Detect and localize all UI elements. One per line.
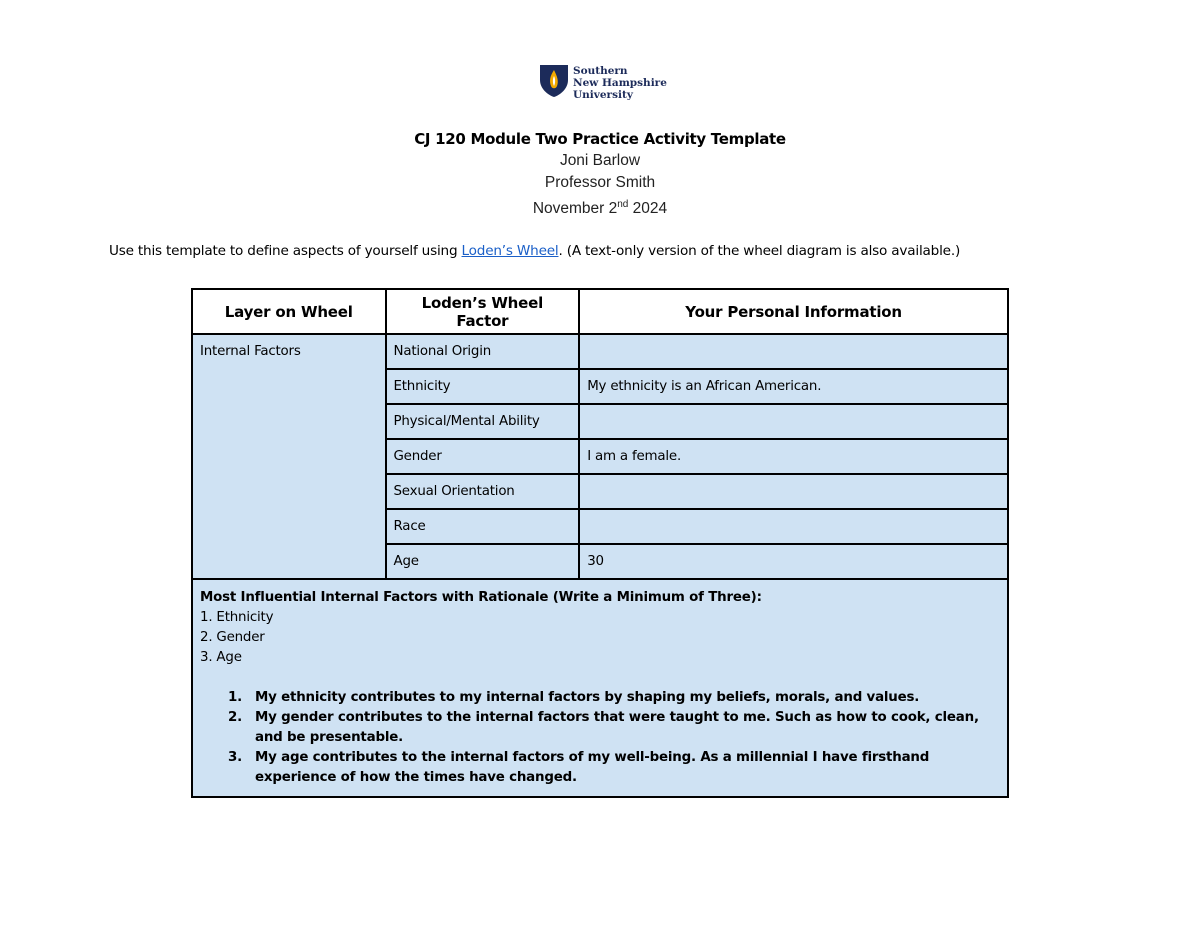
factor-cell[interactable]: Physical/Mental Ability [386,404,580,439]
table-header-row [192,289,1008,334]
title-block [0,128,1200,220]
table-row [192,334,1008,369]
student-name: Joni Barlow [559,152,641,169]
item-text: My ethnicity contributes to my internal factors by shaping my beliefs, morals, and values. [255,690,920,705]
professor-name: Professor Smith [544,174,656,191]
rationale-item [200,748,1000,788]
list-item: 2. Gender [200,630,265,645]
shield-flame-icon [539,64,569,98]
rationale-row [192,579,1008,797]
info-cell[interactable]: My ethnicity is an African American. [579,369,1008,404]
date-prefix: November 2 [532,200,618,218]
factor-cell[interactable]: National Origin [386,334,580,369]
header-layer-on-wheel: Layer on Wheel [192,289,386,334]
lodens-wheel-link[interactable]: Loden’s Wheel [461,243,559,259]
info-cell[interactable] [579,474,1008,509]
item-number: 1. [227,690,242,705]
factor-cell[interactable]: Age [386,544,580,579]
document-date [0,194,1200,220]
rationale-heading: Most Influential Internal Factors with Rationale (Write a Minimum of Three): [200,590,762,605]
layer-cell-internal-factors[interactable]: Internal Factors [192,334,386,579]
date-ordinal-suffix: nd [617,199,629,210]
info-cell[interactable]: I am a female. [579,439,1008,474]
intro-paragraph [109,243,960,259]
logo-line-3: University [573,89,633,101]
item-text: My gender contributes to the internal factors that were taught to me. Such as how to cook, clean, and be presentable. [255,710,979,745]
factor-cell[interactable]: Sexual Orientation [386,474,580,509]
header-personal-information: Your Personal Information [579,289,1008,334]
factor-cell[interactable]: Ethnicity [386,369,580,404]
intro-text-after: . (A text-only version of the wheel diagram is also available.) [558,243,961,259]
factor-cell[interactable]: Gender [386,439,580,474]
item-text: My age contributes to the internal factors of my well-being. As a millennial I have firsthand experience of how the times have changed. [255,750,930,785]
rationale-item [200,708,1000,748]
info-cell[interactable] [579,404,1008,439]
list-item: 3. Age [200,650,242,665]
info-cell[interactable]: 30 [579,544,1008,579]
logo-line-2: New Hampshire [573,77,667,89]
lodens-wheel-table [191,288,1009,798]
list-item: 1. Ethnicity [200,610,274,625]
info-cell[interactable] [579,509,1008,544]
rationale-list [200,688,1000,788]
date-year: 2024 [628,200,668,218]
header-wheel-factor: Loden’s Wheel Factor [386,289,580,334]
rationale-item [200,688,1000,708]
document-title: CJ 120 Module Two Practice Activity Template [414,130,786,148]
university-logo [539,64,667,101]
item-number: 2. [227,710,242,725]
factor-cell[interactable]: Race [386,509,580,544]
info-cell[interactable] [579,334,1008,369]
intro-text-before: Use this template to define aspects of yourself using [109,243,462,259]
factor-list [200,608,1000,668]
logo-line-1: Southern [573,65,628,77]
rationale-cell[interactable] [192,579,1008,797]
item-number: 3. [227,750,242,765]
